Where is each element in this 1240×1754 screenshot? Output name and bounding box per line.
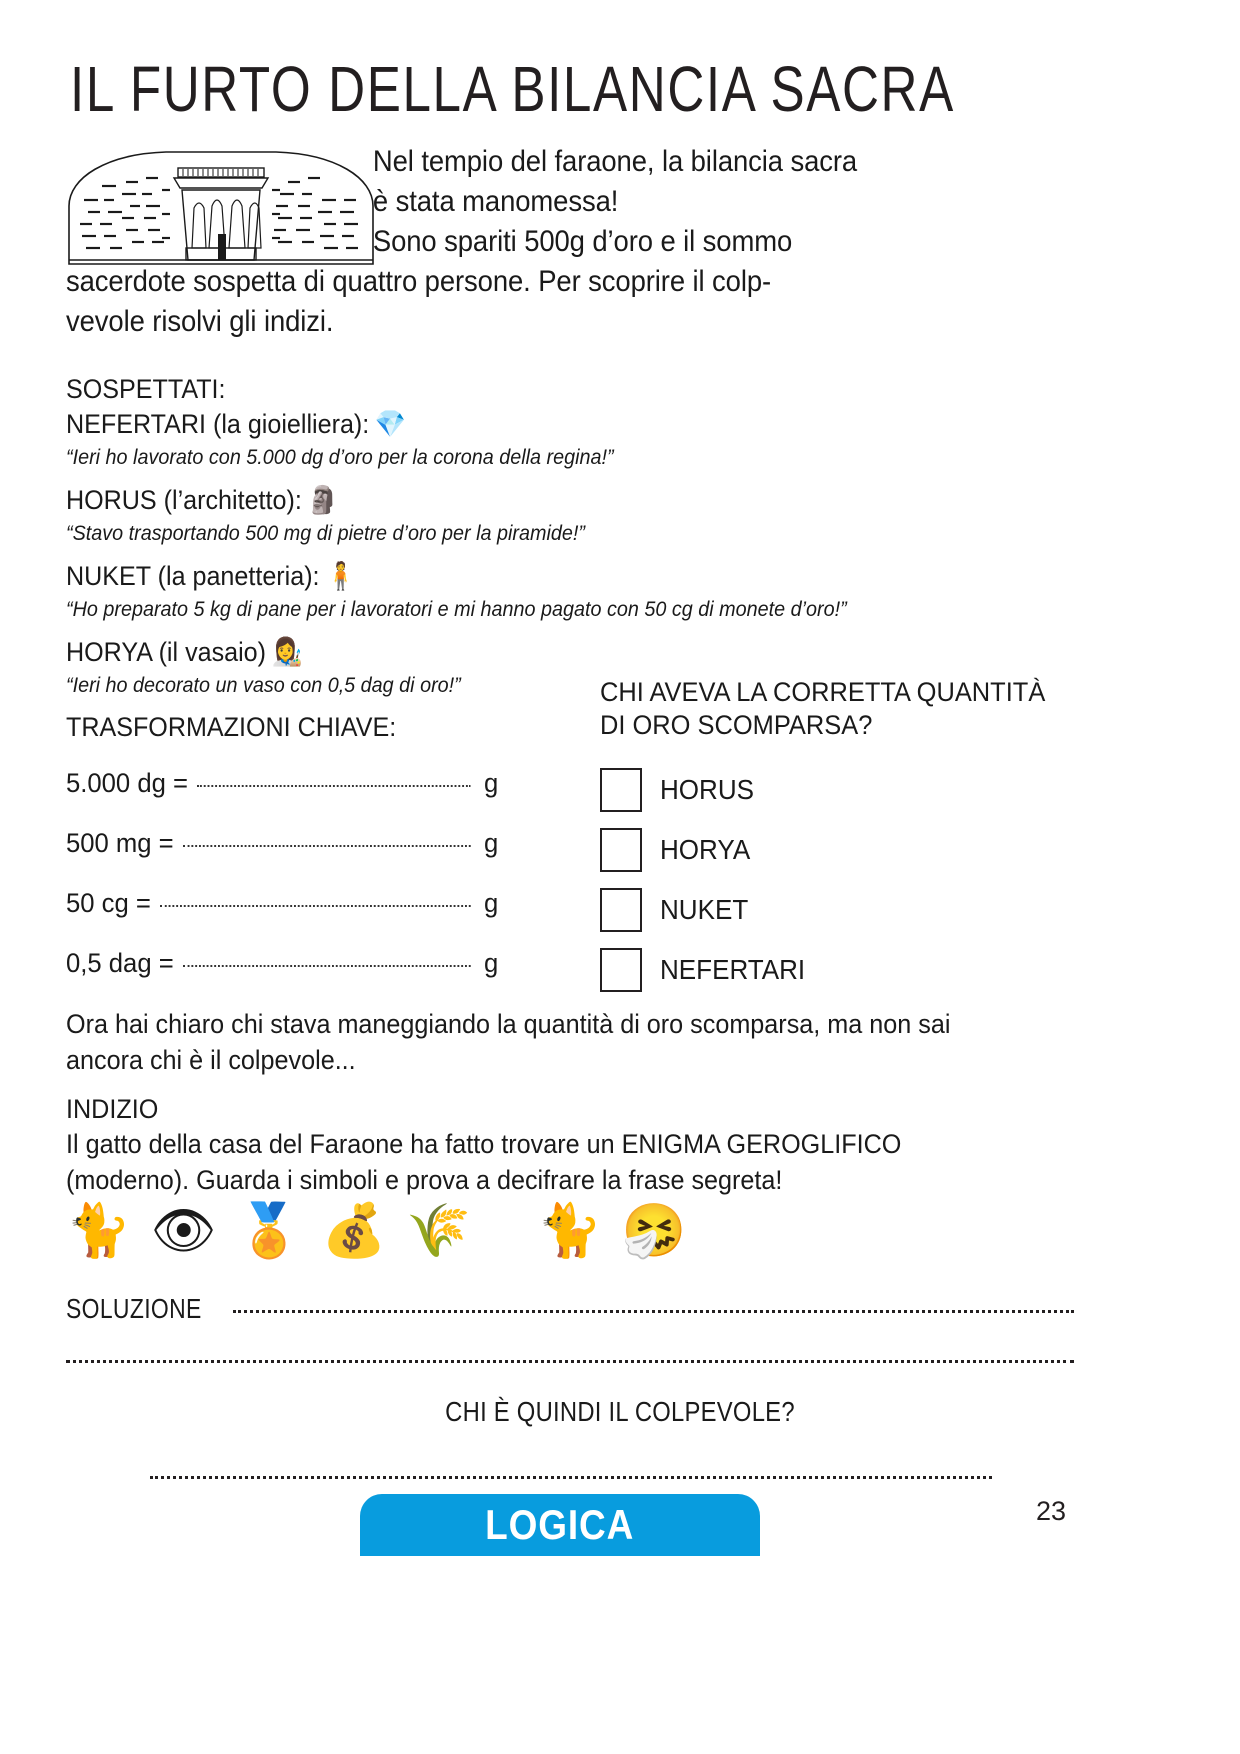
checkbox-horya[interactable] [600,828,642,872]
suspect-quote-horya: “Ieri ho decorato un vaso con 0,5 dag di oro!” [66,673,461,697]
transformation-label: 5.000 dg = [66,768,188,798]
clue-section [66,1092,1076,1198]
suspect-quote-nuket: “Ho preparato 5 kg di pane per i lavoratori e mi hanno pagato con 50 cg di monete d’oro!” [66,597,847,621]
transformation-answer-blank[interactable] [160,905,470,907]
transformation-unit: g [484,768,499,798]
solution-blank-line-2[interactable] [66,1360,1074,1363]
intro-paragraph [66,142,996,342]
option-nuket[interactable] [600,880,1070,940]
solution-label: SOLUZIONE [66,1293,202,1324]
transformation-answer-blank[interactable] [197,785,470,787]
option-label-horus: HORUS [660,774,755,805]
intro-line-5: vevole risolvi gli indizi. [66,305,334,338]
final-answer-blank[interactable] [150,1476,992,1479]
suspect-quote-horus: “Stavo trasportando 500 mg di pietre d’oro per la piramide!” [66,521,585,545]
transformation-label: 500 mg = [66,828,174,858]
intro-line-2: è stata manomessa! [372,185,619,218]
option-label-nefertari: NEFERTARI [660,954,806,985]
suspect-quote-nefertari: “Ieri ho lavorato con 5.000 dg d’oro per la corona della regina!” [66,445,614,469]
flour-sack-icon: 💰 [321,1201,387,1261]
suspect-label-nuket: NUKET (la panetteria): [66,561,320,591]
option-nefertari[interactable] [600,940,1070,1000]
question-line-1: CHI AVEVA LA CORRETTA QUANTITÀ [600,677,1046,707]
transformation-label: 0,5 dag = [66,948,174,978]
answer-options [600,760,1070,1000]
option-label-horya: HORYA [660,834,751,865]
option-label-nuket: NUKET [660,894,749,925]
transformation-unit: g [484,948,499,978]
transformation-row [66,948,503,1008]
transformation-unit: g [484,828,499,858]
suspect-name-horya [66,634,1005,670]
page-number: 23 [1036,1496,1067,1526]
transformation-row [66,888,503,948]
transformation-unit: g [484,888,499,918]
suspect-name-horus [66,482,1005,518]
option-horus[interactable] [600,760,1070,820]
rebus-row [66,1196,707,1266]
question-line-2: DI ORO SCOMPARSA? [600,710,873,740]
suspects-heading: SOSPETTATI: [66,374,226,404]
egyptian-scribe-icon: 🗿 [307,484,339,515]
suspects-section [66,372,1076,700]
suspect-name-nuket [66,558,1005,594]
clue-heading: INDIZIO [66,1094,159,1124]
suspect-name-nefertari [66,406,1005,442]
suspect-label-horus: HORUS (l’architetto): [66,485,302,515]
transformations-list [66,768,526,1008]
sneezing-face-icon: 🤧 [621,1201,687,1261]
middle-paragraph-line-2: ancora chi è il colpevole... [66,1045,356,1075]
page-title: IL FURTO DELLA BILANCIA SACRA [70,53,955,125]
intro-line-1: Nel tempio del faraone, la bilancia sacra [372,145,858,178]
suspect-label-nefertari: NEFERTARI (la gioielliera): [66,409,370,439]
clue-line-2: (moderno). Guarda i simboli e prova a decifrare la frase segreta! [66,1165,783,1195]
clue-line-1: Il gatto della casa del Faraone ha fatto trovare un ENIGMA GEROGLIFICO [66,1129,902,1159]
question-block [600,676,1070,1000]
potter-icon: 👩‍🎨 [271,636,303,667]
transformation-label: 50 cg = [66,888,151,918]
egyptian-cat-icon: 🐈 [537,1201,602,1261]
checkbox-nefertari[interactable] [600,948,642,992]
wheat-icon: 🌾 [406,1201,472,1261]
middle-paragraph-line-1: Ora hai chiaro chi stava maneggiando la quantità di oro scomparsa, ma non sai [66,1009,951,1039]
subject-badge [360,1494,760,1556]
checkbox-horus[interactable] [600,768,642,812]
gem-stone-icon: 💎 [374,408,407,439]
transformation-row [66,828,503,888]
eye-of-horus-icon: 👁 [150,1201,217,1261]
transformation-answer-blank[interactable] [183,845,471,847]
egyptian-cat-icon: 🐈 [66,1201,131,1261]
transformation-row [66,768,503,828]
transformations-heading: TRASFORMAZIONI CHIAVE: [66,712,397,742]
solution-blank-line-1[interactable] [233,1310,1074,1313]
solution-row [66,1293,1074,1325]
checkbox-nuket[interactable] [600,888,642,932]
suspect-label-horya: HORYA (il vasaio) [66,637,267,667]
intro-line-4: sacerdote sospetta di quattro persone. Per scoprire il colp- [66,265,772,298]
middle-paragraph [66,1006,1026,1078]
final-question: CHI È QUINDI IL COLPEVOLE? [445,1396,795,1427]
standing-figure-icon: 🧍 [325,560,357,591]
option-horya[interactable] [600,820,1070,880]
transformation-answer-blank[interactable] [183,965,471,967]
subject-badge-label: LOGICA [485,1501,635,1548]
intro-line-3: Sono spariti 500g d’oro e il sommo [372,225,793,258]
gold-cartouche-icon: 🏅 [236,1201,302,1261]
